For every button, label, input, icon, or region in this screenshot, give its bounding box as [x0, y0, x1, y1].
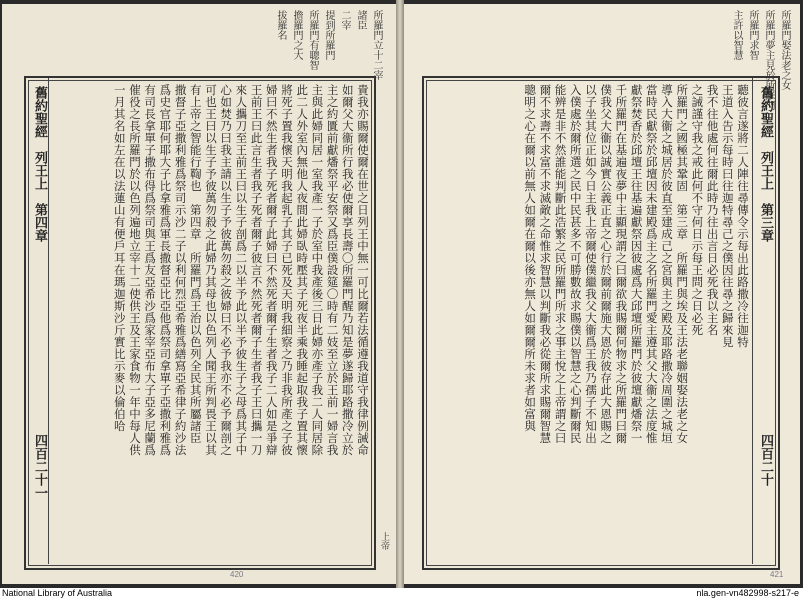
- stamp-note: 上帝: [379, 532, 389, 550]
- text-column: 催役之長所羅門於以色列遍地立宰十二使供王及王家食物一年中每人供: [127, 84, 142, 456]
- right-top-notes: [600, 10, 790, 110]
- text-column: 將死子置我懷天明我起乳子其子已死及天明我細察之乃非我所產之子彼: [279, 84, 294, 456]
- top-note: 主許以智慧: [731, 10, 742, 60]
- text-column: 爲史官耶何耶大子比拿雅爲軍長撒督亞比亞他爲祭司拿單子亞撒利雅爲: [158, 84, 173, 456]
- text-column: 聽彼言遂將二人陣往尋傳令示每出此路撒冷往迦特: [736, 84, 750, 348]
- text-column: 僕我父大衞以誠實公義正直之心行於爾前爾施大恩於彼存此大恩賜之: [599, 84, 614, 444]
- footer-identifier: nla.gen-vn482998-s217-e: [696, 588, 799, 598]
- text-column: 聰明之心在爾以前無人如爾在爾以後亦無人如爾爾所未求者如富與: [523, 84, 538, 432]
- text-column: 千所羅門在基遍夜夢中主顯現謂之曰爾欲我賜爾何物求之所羅門曰爾: [614, 84, 629, 444]
- text-column: 所羅門之國極其鞏固 第三章 所羅門與埃及王法老聯姻娶法老之女: [675, 84, 690, 444]
- right-body-text: [426, 84, 750, 562]
- right-header-title: 舊約聖經 列王上 第三章: [758, 86, 773, 242]
- text-column: 有上帝之智能行鞫也 第四章 所羅門爲王治以色列全民其所屬諸臣: [188, 84, 203, 444]
- top-note: 提到所羅門: [323, 10, 334, 60]
- top-note: 所羅門娶法老之女: [779, 10, 790, 90]
- right-page: [404, 4, 800, 584]
- left-header-title: 舊約聖經 列王上 第四章: [32, 86, 47, 242]
- top-note: 二宰: [339, 10, 350, 30]
- text-column: 以子坐其位正如今日主我上帝爾使僕繼我父大衞爲王我乃孺子不知出: [583, 84, 598, 444]
- text-column: 主之約匱前獻燔祭平安祭又爲臣僕設筵〇時有二妓至立於王前一婦言我: [325, 84, 340, 456]
- top-note: 諸臣: [355, 10, 366, 30]
- text-column: 主與此婦同居一室我產一子於室中我產後三日此婦亦產子我二人同居除: [310, 84, 325, 456]
- top-note: 所羅門有聰智: [307, 10, 318, 70]
- top-note: 所羅門求智: [747, 10, 758, 60]
- top-note: 所羅門夢主見於所羅門: [763, 10, 774, 110]
- text-column: 此二人外室內無他人夜間此婦臥時壓其子死夜半乘我睡起取我子置其懷: [295, 84, 310, 456]
- right-page-number: 四百二十: [758, 434, 773, 486]
- text-column: 爾不求壽不求富不求滅敵之命惟求智慧以判斷我必從爾所求賜爾智慧: [538, 84, 553, 444]
- top-note: 所羅門立十二宰: [371, 10, 382, 80]
- top-note: 擔羅門之大: [291, 10, 302, 60]
- text-column: 來人攜刀至王前王曰以生子剖爲二以半予此以半予彼生子之母爲其子中: [234, 84, 249, 456]
- text-column: 王道入告示每時曰往迦特尋己之僕因往尋之歸來見: [720, 84, 735, 348]
- text-column: 如爾父大衞所行我必使爾享長壽〇所羅門醒乃知是夢遂歸耶路撒冷立於: [340, 84, 355, 456]
- text-column: 當時民獻祭於邱壇因未建殿爲主之名所羅門愛主遵其父大衞之法度惟: [644, 84, 659, 444]
- text-column: 能辨是非不然誰能判斷此浩繁之民所羅門所求之事主悅之上帝謂之曰: [553, 84, 568, 444]
- left-page: [2, 4, 396, 584]
- text-column: 一月其名如左在以法蓮山有便戶耳在瑪迦斯沙斤實比示麥以倫伯哈: [112, 84, 127, 432]
- footer-credit: National Library of Australia: [2, 588, 113, 598]
- left-body-text: [50, 84, 370, 562]
- book-gutter: [396, 0, 404, 588]
- text-column: 王前王曰此言生者我子死者爾子彼言不然死者爾子生者我子王曰攜一刀: [249, 84, 264, 456]
- text-column: 心如焚乃曰我主請以生子予彼萬勿殺之彼婦曰不必予我亦不必予爾剖之: [219, 84, 234, 456]
- pencil-mark-left: 420: [230, 570, 244, 579]
- text-column: 貴我亦賜爾使爾在世之日列王中無一可比爾若法循遵我道守我律例誡命: [356, 84, 370, 456]
- top-note: 拔羅名: [275, 10, 286, 40]
- text-column: 我不往他處何往爾此時乃往出言日必死我以主名: [705, 84, 720, 336]
- text-column: 入僕處於爾所選之民中民甚多不可勝數故求賜僕以智慧之心判斷爾民: [568, 84, 583, 444]
- text-column: 有司長拿單子撒布得爲祭司與王爲友亞希沙爲家宰亞布大子亞多尼蘭爲: [143, 84, 158, 456]
- pencil-mark-right: 421: [770, 570, 784, 579]
- text-column: 婦曰不然生者我子死者爾子此婦曰不然死者爾子生者我子二人如是爭辯: [264, 84, 279, 456]
- text-column: 之誡謹守我之戒此何不守何日示每王問之日必死: [690, 84, 705, 336]
- text-column: 獻祭焚香於邱壇王往基遍獻祭因彼處爲大邱壇所羅門於彼壇獻燔祭一: [629, 84, 644, 444]
- left-page-number: 四百二十一: [32, 434, 47, 499]
- text-column: 可也王曰以生子予彼萬勿殺之此婦乃其母也以色列人聞王所判畏王以其: [203, 84, 218, 456]
- text-column: 撒督子亞撒利雅爲祭司示沙二子以利何烈亞希雅爲繕寫亞希律子約沙法: [173, 84, 188, 456]
- text-column: 導入大衞之城居於彼直至建成己之宮與主之殿及耶路撒冷周圍之城垣: [659, 84, 674, 444]
- footer-bar: [0, 588, 803, 600]
